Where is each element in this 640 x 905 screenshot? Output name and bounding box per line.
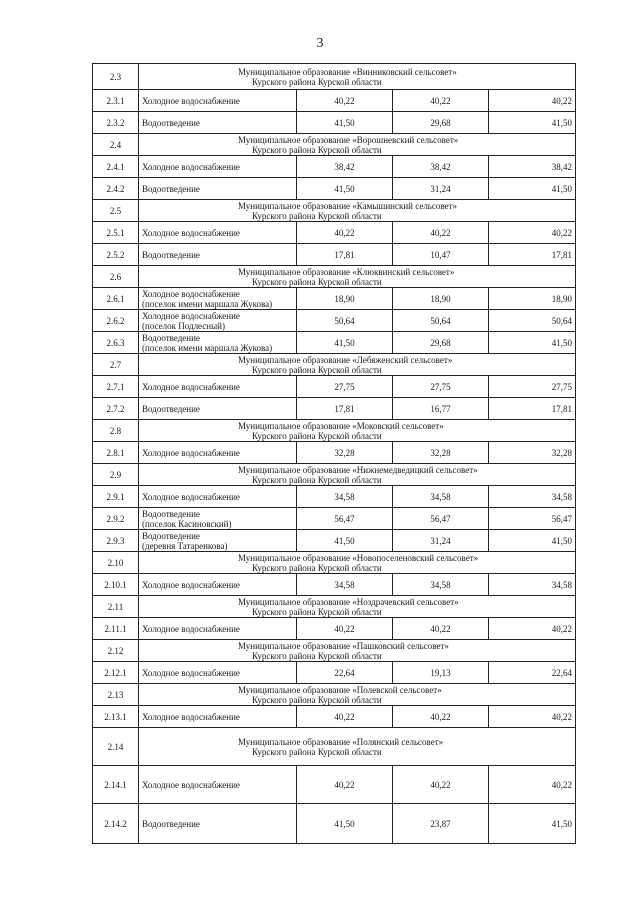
section-subtitle: Курского района Курской области [252, 694, 382, 705]
tariff-value-1: 41,50 [297, 112, 393, 134]
table-row [93, 310, 576, 332]
section-header-row [93, 684, 576, 706]
tariff-value-3: 40,22 [489, 222, 576, 244]
table-row [93, 804, 576, 844]
service-name: Холодное водоснабжение [142, 711, 240, 722]
tariff-value-1: 40,22 [297, 90, 393, 112]
service-name: Холодное водоснабжение [142, 623, 240, 634]
tariff-value-3: 41,50 [489, 804, 576, 844]
tariff-value-3: 27,75 [489, 376, 576, 398]
tariff-value-2: 32,28 [393, 442, 489, 464]
tariff-value-2: 40,22 [393, 222, 489, 244]
section-title-cell [139, 266, 576, 288]
table-row [93, 332, 576, 354]
row-number: 2.5.2 [93, 244, 139, 266]
row-number: 2.13.1 [93, 706, 139, 728]
row-number: 2.8.1 [93, 442, 139, 464]
tariff-value-3: 18,90 [489, 288, 576, 310]
section-number: 2.9 [93, 464, 139, 486]
tariff-value-1: 50,64 [297, 310, 393, 332]
table-row [93, 442, 576, 464]
section-title-cell [139, 596, 576, 618]
service-name-cell [139, 244, 297, 266]
table-row [93, 618, 576, 640]
section-header-row [93, 134, 576, 156]
section-title: Муниципальное образование «Ноздрачевский сельсовет» [238, 596, 459, 607]
table-row [93, 662, 576, 684]
table-row [93, 244, 576, 266]
section-title: Муниципальное образование «Новопоселеновский сельсовет» [238, 552, 479, 563]
service-name: Холодное водоснабжение [142, 288, 240, 299]
service-location: (поселок имени маршала Жукова) [142, 298, 273, 309]
tariff-value-3: 22,64 [489, 662, 576, 684]
tariff-value-1: 41,50 [297, 178, 393, 200]
section-title: Муниципальное образование «Полянский сельсовет» [238, 736, 444, 747]
tariff-value-2: 40,22 [393, 618, 489, 640]
tariff-value-3: 32,28 [489, 442, 576, 464]
service-name: Водоотведение [142, 530, 200, 541]
section-title: Муниципальное образование «Винниковский сельсовет» [238, 66, 457, 77]
tariff-value-1: 34,58 [297, 486, 393, 508]
section-subtitle: Курского района Курской области [252, 144, 382, 155]
tariff-value-3: 40,22 [489, 766, 576, 804]
tariff-value-1: 40,22 [297, 706, 393, 728]
section-number: 2.6 [93, 266, 139, 288]
section-title: Муниципальное образование «Ворошневский сельсовет» [238, 134, 459, 145]
section-header-row [93, 728, 576, 766]
table-row [93, 178, 576, 200]
section-subtitle: Курского района Курской области [252, 474, 382, 485]
tariff-value-1: 40,22 [297, 618, 393, 640]
service-name: Холодное водоснабжение [142, 667, 240, 678]
tariff-value-1: 34,58 [297, 574, 393, 596]
table-row [93, 508, 576, 530]
section-title: Муниципальное образование «Клюквинский сельсовет» [238, 266, 455, 277]
service-name-cell [139, 156, 297, 178]
tariff-table [92, 63, 576, 844]
tariff-value-3: 50,64 [489, 310, 576, 332]
service-name: Холодное водоснабжение [142, 447, 240, 458]
section-title-cell [139, 684, 576, 706]
service-name: Водоотведение [142, 183, 200, 194]
section-title-cell [139, 64, 576, 90]
section-number: 2.10 [93, 552, 139, 574]
row-number: 2.6.2 [93, 310, 139, 332]
service-name: Водоотведение [142, 508, 200, 519]
section-subtitle: Курского района Курской области [252, 276, 382, 287]
service-name-cell [139, 310, 297, 332]
service-name: Холодное водоснабжение [142, 381, 240, 392]
row-number: 2.12.1 [93, 662, 139, 684]
service-name: Водоотведение [142, 403, 200, 414]
section-subtitle: Курского района Курской области [252, 746, 382, 757]
tariff-value-1: 17,81 [297, 398, 393, 420]
service-name-cell [139, 332, 297, 354]
service-name-cell [139, 706, 297, 728]
row-number: 2.9.3 [93, 530, 139, 552]
section-title: Муниципальное образование «Нижнемедведицкий сельсовет» [238, 464, 478, 475]
table-row [93, 376, 576, 398]
service-location: (деревня Татаренкова) [142, 540, 228, 551]
tariff-value-1: 32,28 [297, 442, 393, 464]
section-title-cell [139, 464, 576, 486]
service-name: Водоотведение [142, 332, 200, 343]
section-subtitle: Курского района Курской области [252, 364, 382, 375]
service-location: (поселок имени маршала Жукова) [142, 342, 273, 353]
tariff-value-3: 34,58 [489, 486, 576, 508]
service-name-cell [139, 662, 297, 684]
service-location: (поселок Касиновский) [142, 518, 232, 529]
tariff-value-3: 40,22 [489, 706, 576, 728]
service-name: Холодное водоснабжение [142, 779, 240, 790]
service-name-cell [139, 766, 297, 804]
section-number: 2.8 [93, 420, 139, 442]
tariff-value-1: 41,50 [297, 332, 393, 354]
section-header-row [93, 552, 576, 574]
tariff-value-3: 17,81 [489, 398, 576, 420]
section-header-row [93, 266, 576, 288]
service-name-cell [139, 376, 297, 398]
table-row [93, 156, 576, 178]
section-number: 2.3 [93, 64, 139, 90]
tariff-value-2: 56,47 [393, 508, 489, 530]
tariff-value-1: 18,90 [297, 288, 393, 310]
service-name-cell [139, 804, 297, 844]
section-subtitle: Курского района Курской области [252, 430, 382, 441]
section-subtitle: Курского района Курской области [252, 562, 382, 573]
service-name-cell [139, 574, 297, 596]
section-number: 2.14 [93, 728, 139, 766]
tariff-value-2: 29,68 [393, 332, 489, 354]
row-number: 2.4.1 [93, 156, 139, 178]
section-subtitle: Курского района Курской области [252, 76, 382, 87]
service-name-cell [139, 530, 297, 552]
tariff-value-2: 19,13 [393, 662, 489, 684]
service-location: (поселок Подлесный) [142, 320, 225, 331]
tariff-value-2: 40,22 [393, 766, 489, 804]
tariff-value-3: 34,58 [489, 574, 576, 596]
service-name: Холодное водоснабжение [142, 579, 240, 590]
tariff-table-body [93, 64, 576, 844]
row-number: 2.4.2 [93, 178, 139, 200]
section-title-cell [139, 420, 576, 442]
tariff-value-3: 40,22 [489, 618, 576, 640]
row-number: 2.9.2 [93, 508, 139, 530]
tariff-value-2: 40,22 [393, 90, 489, 112]
section-title-cell [139, 200, 576, 222]
section-title-cell [139, 728, 576, 766]
row-number: 2.5.1 [93, 222, 139, 244]
service-name-cell [139, 442, 297, 464]
section-header-row [93, 200, 576, 222]
service-name: Холодное водоснабжение [142, 491, 240, 502]
row-number: 2.14.1 [93, 766, 139, 804]
section-number: 2.7 [93, 354, 139, 376]
service-name-cell [139, 486, 297, 508]
row-number: 2.11.1 [93, 618, 139, 640]
tariff-value-2: 27,75 [393, 376, 489, 398]
service-name: Холодное водоснабжение [142, 310, 240, 321]
tariff-value-2: 31,24 [393, 178, 489, 200]
service-name-cell [139, 112, 297, 134]
row-number: 2.10.1 [93, 574, 139, 596]
tariff-value-1: 17,81 [297, 244, 393, 266]
section-header-row [93, 420, 576, 442]
tariff-value-3: 40,22 [489, 90, 576, 112]
section-header-row [93, 464, 576, 486]
tariff-value-3: 41,50 [489, 530, 576, 552]
tariff-value-2: 16,77 [393, 398, 489, 420]
row-number: 2.7.1 [93, 376, 139, 398]
row-number: 2.9.1 [93, 486, 139, 508]
tariff-value-2: 38,42 [393, 156, 489, 178]
tariff-value-3: 17,81 [489, 244, 576, 266]
tariff-value-1: 22,64 [297, 662, 393, 684]
service-name-cell [139, 222, 297, 244]
tariff-value-2: 34,58 [393, 486, 489, 508]
tariff-value-1: 41,50 [297, 804, 393, 844]
tariff-value-2: 31,24 [393, 530, 489, 552]
section-title: Муниципальное образование «Полевской сельсовет» [238, 684, 442, 695]
section-header-row [93, 64, 576, 90]
section-header-row [93, 354, 576, 376]
service-name: Холодное водоснабжение [142, 95, 240, 106]
tariff-value-2: 29,68 [393, 112, 489, 134]
table-row [93, 288, 576, 310]
table-row [93, 112, 576, 134]
service-name-cell [139, 508, 297, 530]
table-row [93, 706, 576, 728]
service-name: Водоотведение [142, 249, 200, 260]
section-title-cell [139, 640, 576, 662]
section-subtitle: Курского района Курской области [252, 650, 382, 661]
service-name-cell [139, 288, 297, 310]
service-name-cell [139, 178, 297, 200]
section-title: Муниципальное образование «Пашковский сельсовет» [238, 640, 449, 651]
tariff-value-3: 41,50 [489, 112, 576, 134]
service-name-cell [139, 90, 297, 112]
page-number: 3 [316, 36, 324, 51]
row-number: 2.3.2 [93, 112, 139, 134]
section-subtitle: Курского района Курской области [252, 606, 382, 617]
section-number: 2.5 [93, 200, 139, 222]
tariff-value-2: 23,87 [393, 804, 489, 844]
tariff-value-3: 41,50 [489, 178, 576, 200]
row-number: 2.7.2 [93, 398, 139, 420]
table-row [93, 766, 576, 804]
section-title: Муниципальное образование «Камышинский сельсовет» [238, 200, 458, 211]
tariff-value-2: 10,47 [393, 244, 489, 266]
tariff-value-1: 56,47 [297, 508, 393, 530]
service-name-cell [139, 618, 297, 640]
tariff-value-1: 40,22 [297, 766, 393, 804]
tariff-value-2: 50,64 [393, 310, 489, 332]
tariff-value-1: 40,22 [297, 222, 393, 244]
tariff-value-3: 56,47 [489, 508, 576, 530]
section-number: 2.4 [93, 134, 139, 156]
row-number: 2.14.2 [93, 804, 139, 844]
row-number: 2.3.1 [93, 90, 139, 112]
row-number: 2.6.1 [93, 288, 139, 310]
service-name: Холодное водоснабжение [142, 227, 240, 238]
service-name-cell [139, 398, 297, 420]
section-title: Муниципальное образование «Моковский сельсовет» [238, 420, 444, 431]
table-row [93, 90, 576, 112]
tariff-value-2: 40,22 [393, 706, 489, 728]
table-row [93, 530, 576, 552]
section-number: 2.13 [93, 684, 139, 706]
tariff-value-2: 34,58 [393, 574, 489, 596]
tariff-value-2: 18,90 [393, 288, 489, 310]
section-title: Муниципальное образование «Лебяженский сельсовет» [238, 354, 453, 365]
table-row [93, 222, 576, 244]
section-header-row [93, 596, 576, 618]
section-subtitle: Курского района Курской области [252, 210, 382, 221]
service-name: Холодное водоснабжение [142, 161, 240, 172]
row-number: 2.6.3 [93, 332, 139, 354]
section-number: 2.11 [93, 596, 139, 618]
section-header-row [93, 640, 576, 662]
section-title-cell [139, 134, 576, 156]
table-row [93, 574, 576, 596]
tariff-value-1: 27,75 [297, 376, 393, 398]
table-row [93, 398, 576, 420]
tariff-value-1: 41,50 [297, 530, 393, 552]
table-row [93, 486, 576, 508]
section-number: 2.12 [93, 640, 139, 662]
service-name: Водоотведение [142, 117, 200, 128]
service-name: Водоотведение [142, 818, 200, 829]
section-title-cell [139, 354, 576, 376]
tariff-value-3: 41,50 [489, 332, 576, 354]
tariff-value-1: 38,42 [297, 156, 393, 178]
tariff-value-3: 38,42 [489, 156, 576, 178]
section-title-cell [139, 552, 576, 574]
